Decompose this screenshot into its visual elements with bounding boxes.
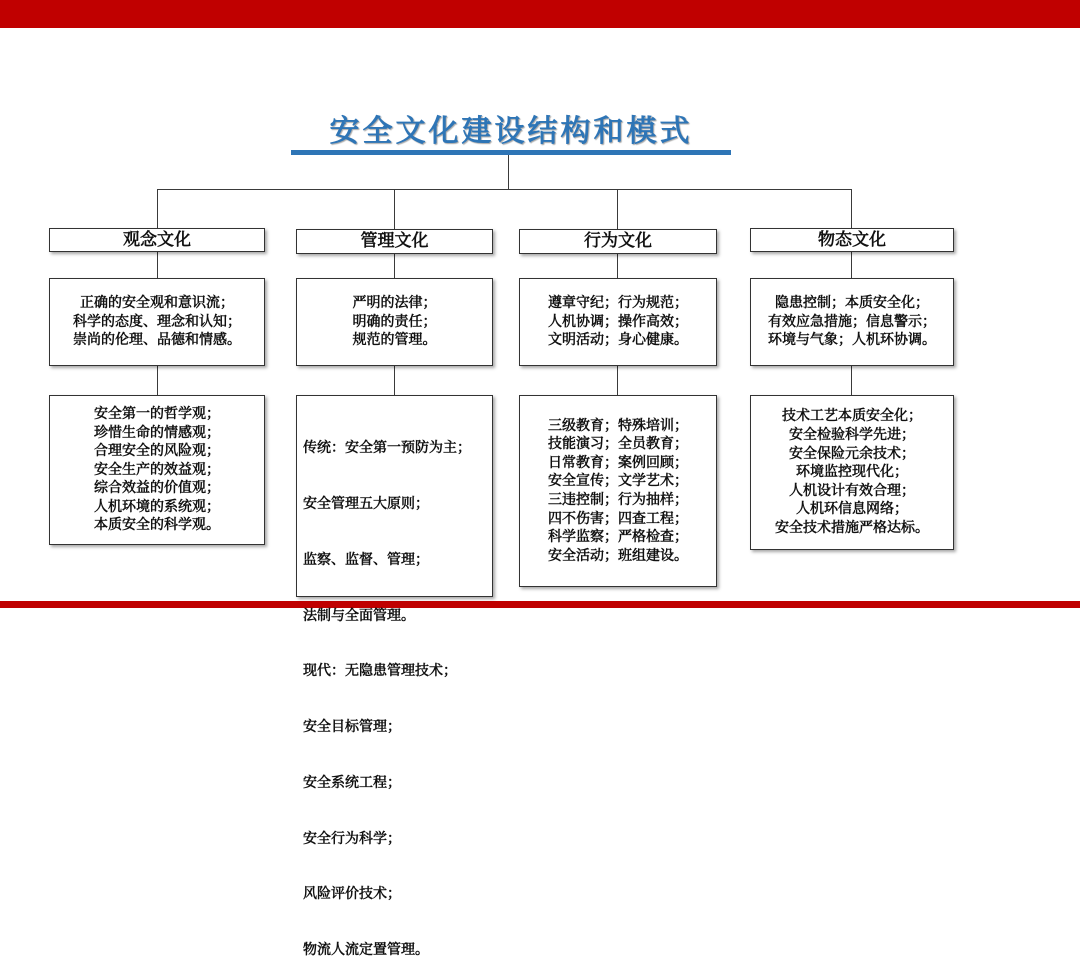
bottom-red-bar <box>0 601 1080 608</box>
header-wutai: 物态文化 <box>750 228 954 252</box>
list-item: 安全第一的哲学观； <box>94 405 220 422</box>
list-item: 人机环信息网络； <box>796 501 908 518</box>
list-item: 现代：无隐患管理技术； <box>303 663 457 680</box>
list-item: 传统：安全第一预防为主； <box>303 440 471 457</box>
list-item: 安全目标管理； <box>303 719 401 736</box>
list-item: 安全技术措施严格达标。 <box>775 519 929 536</box>
header-to-middle-line-4 <box>851 251 852 278</box>
header-to-middle-line-1 <box>157 251 158 278</box>
list-item: 安全检验科学先进； <box>789 427 915 444</box>
list-item: 人机设计有效合理； <box>789 482 915 499</box>
list-item: 合理安全的风险观； <box>94 443 220 460</box>
list-item: 明确的责任； <box>352 313 437 330</box>
header-xingwei: 行为文化 <box>519 229 717 254</box>
header-guanli: 管理文化 <box>296 229 493 254</box>
branch-line <box>157 189 852 190</box>
list-item: 科学的态度、理念和认知； <box>73 313 241 330</box>
list-item: 技术工艺本质安全化； <box>782 408 922 425</box>
list-item: 有效应急措施；信息警示； <box>768 313 936 330</box>
list-item: 严明的法律； <box>352 295 437 312</box>
list-item: 环境与气象；人机环协调。 <box>768 332 936 349</box>
list-item: 安全生产的效益观； <box>94 461 220 478</box>
drop-line-2 <box>394 189 395 229</box>
title-underline <box>291 150 731 155</box>
middle-to-bottom-line-3 <box>617 365 618 395</box>
drop-line-1 <box>157 189 158 229</box>
bottom-box-guannian <box>49 395 265 545</box>
list-item: 四不伤害；四查工程； <box>548 510 688 527</box>
list-item: 日常教育；案例回顾； <box>548 454 688 471</box>
list-item: 安全系统工程； <box>303 774 401 791</box>
list-item: 遵章守纪；行为规范； <box>548 295 688 312</box>
list-item: 正确的安全观和意识流； <box>80 295 234 312</box>
list-item: 法制与全面管理。 <box>303 607 415 624</box>
middle-to-bottom-line-4 <box>851 365 852 395</box>
bottom-box-xingwei <box>519 395 717 587</box>
list-item: 综合效益的价值观； <box>94 480 220 497</box>
list-item: 本质安全的科学观。 <box>94 517 220 534</box>
list-item: 文明活动；身心健康。 <box>548 332 688 349</box>
list-item: 三级教育；特殊培训； <box>548 417 688 434</box>
top-red-bar <box>0 0 1080 28</box>
list-item: 风险评价技术； <box>303 886 401 903</box>
middle-to-bottom-line-2 <box>394 365 395 395</box>
header-guannian: 观念文化 <box>49 228 265 252</box>
middle-to-bottom-line-1 <box>157 365 158 395</box>
drop-line-4 <box>851 189 852 229</box>
header-to-middle-line-3 <box>617 253 618 278</box>
list-item: 珍惜生命的情感观； <box>94 424 220 441</box>
list-item: 环境监控现代化； <box>796 464 908 481</box>
list-item: 隐患控制；本质安全化； <box>775 295 929 312</box>
list-item: 安全保险元余技术； <box>789 445 915 462</box>
list-item: 物流人流定置管理。 <box>303 942 429 959</box>
list-item: 监察、监督、管理； <box>303 551 429 568</box>
drop-line-3 <box>617 189 618 229</box>
header-to-middle-line-2 <box>394 253 395 278</box>
list-item: 规范的管理。 <box>352 332 437 349</box>
list-item: 崇尚的伦理、品德和情感。 <box>73 332 241 349</box>
middle-box-xingwei <box>519 278 717 366</box>
list-item: 安全行为科学； <box>303 830 401 847</box>
list-item: 安全宣传；文学艺术； <box>548 473 688 490</box>
middle-box-guannian <box>49 278 265 366</box>
list-item: 安全活动；班组建设。 <box>548 547 688 564</box>
list-item: 人机环境的系统观； <box>94 498 220 515</box>
bottom-box-guanli <box>296 395 493 959</box>
list-item: 三违控制；行为抽样； <box>548 492 688 508</box>
trunk-line <box>508 155 509 189</box>
middle-box-guanli <box>296 278 493 366</box>
middle-box-wutai <box>750 278 954 366</box>
list-item: 安全管理五大原则； <box>303 495 429 512</box>
bottom-box-wutai <box>750 395 954 550</box>
list-item: 人机协调；操作高效； <box>548 313 688 330</box>
diagram-title: 安全文化建设结构和模式 <box>329 114 693 149</box>
list-item: 科学监察；严格检查； <box>548 529 688 546</box>
list-item: 技能演习；全员教育； <box>548 436 688 453</box>
